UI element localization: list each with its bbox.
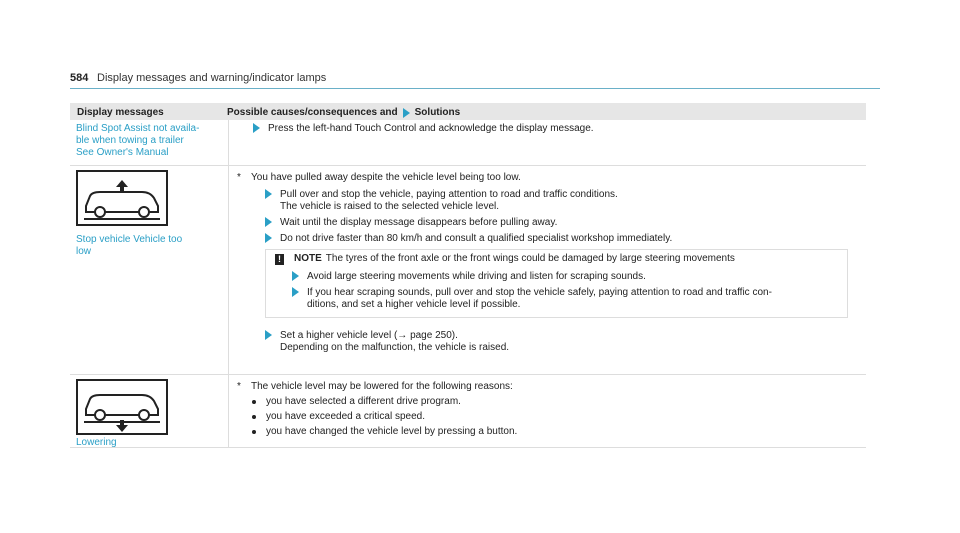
solution-arrow-icon <box>403 108 410 118</box>
display-message: Stop vehicle Vehicle too low <box>76 234 183 257</box>
reason-item <box>237 411 858 423</box>
note-header <box>272 253 841 265</box>
warning-icon: ! <box>275 254 284 265</box>
step-arrow-icon <box>253 123 260 133</box>
step-arrow-icon <box>292 271 299 281</box>
step-arrow-icon <box>292 287 299 297</box>
header-rule <box>70 88 880 89</box>
solution-cell <box>229 166 866 374</box>
bullet-icon <box>252 430 256 434</box>
cause-marker: * <box>237 172 241 183</box>
solution-step <box>237 123 858 135</box>
display-message: Lowering <box>76 437 117 448</box>
cause-line <box>237 172 858 184</box>
solution-step <box>237 233 858 245</box>
reason-item <box>237 396 858 408</box>
col-header-messages: Display messages <box>77 107 164 118</box>
vehicle-level-raise-icon <box>76 170 168 226</box>
display-message-cell <box>70 375 229 447</box>
step-arrow-icon <box>265 233 272 243</box>
solution-cell <box>229 120 866 165</box>
cause-marker: * <box>237 381 241 392</box>
step-arrow-icon <box>265 217 272 227</box>
step-text: Avoid large steering movements while driving and listen for scraping sounds. <box>307 271 646 282</box>
bullet-icon <box>252 415 256 419</box>
table-row <box>70 120 866 166</box>
col-header-solutions-label: Solutions <box>414 107 461 118</box>
bullet-icon <box>252 400 256 404</box>
note-box <box>265 249 848 318</box>
step-text: Set a higher vehicle level (→ page 250). Depending on the malfunction, the vehicle is raised. <box>280 330 510 353</box>
vehicle-level-lower-icon <box>76 379 168 435</box>
step-text: Do not drive faster than 80 km/h and consult a qualified specialist workshop immediately. <box>280 233 673 244</box>
reason-text: you have changed the vehicle level by pressing a button. <box>266 426 518 437</box>
step-arrow-icon <box>265 189 272 199</box>
note-step <box>272 287 841 311</box>
reason-item <box>237 426 858 438</box>
reason-text: you have exceeded a critical speed. <box>266 411 425 422</box>
note-label: NOTE <box>294 253 322 264</box>
step-text: Press the left-hand Touch Control and acknowledge the display message. <box>268 123 594 134</box>
step-text: If you hear scraping sounds, pull over and stop the vehicle safely, paying attention to road and traffic con- ditions, and set a higher vehicle level if possible. <box>307 287 772 310</box>
step-text: Wait until the display message disappears before pulling away. <box>280 217 558 228</box>
table-row <box>70 375 866 448</box>
note-step <box>272 271 841 283</box>
reason-text: you have selected a different drive program. <box>266 396 461 407</box>
solution-cell <box>229 375 866 447</box>
page-title: Display messages and warning/indicator lamps <box>97 72 327 84</box>
cause-text: You have pulled away despite the vehicle level being too low. <box>251 172 521 183</box>
solution-step <box>237 189 858 213</box>
col-header-solutions <box>222 103 866 120</box>
cause-line <box>237 381 858 393</box>
note-text: The tyres of the front axle or the front wings could be damaged by large steering movements <box>325 253 735 264</box>
table-header <box>70 103 866 120</box>
step-arrow-icon <box>265 330 272 340</box>
cause-text: The vehicle level may be lowered for the following reasons: <box>251 381 513 392</box>
display-message: Blind Spot Assist not availa- ble when towing a trailer See Owner's Manual <box>70 120 229 165</box>
solution-step <box>237 217 858 229</box>
display-message-cell <box>70 166 229 374</box>
solution-step <box>237 330 858 354</box>
page-number: 584 <box>70 72 89 84</box>
col-header-causes-label: Possible causes/consequences and <box>227 107 398 118</box>
messages-table <box>70 103 866 448</box>
table-row <box>70 166 866 375</box>
step-text: Pull over and stop the vehicle, paying attention to road and traffic conditions. The vehicle is raised to the selected vehicle level. <box>280 189 618 212</box>
